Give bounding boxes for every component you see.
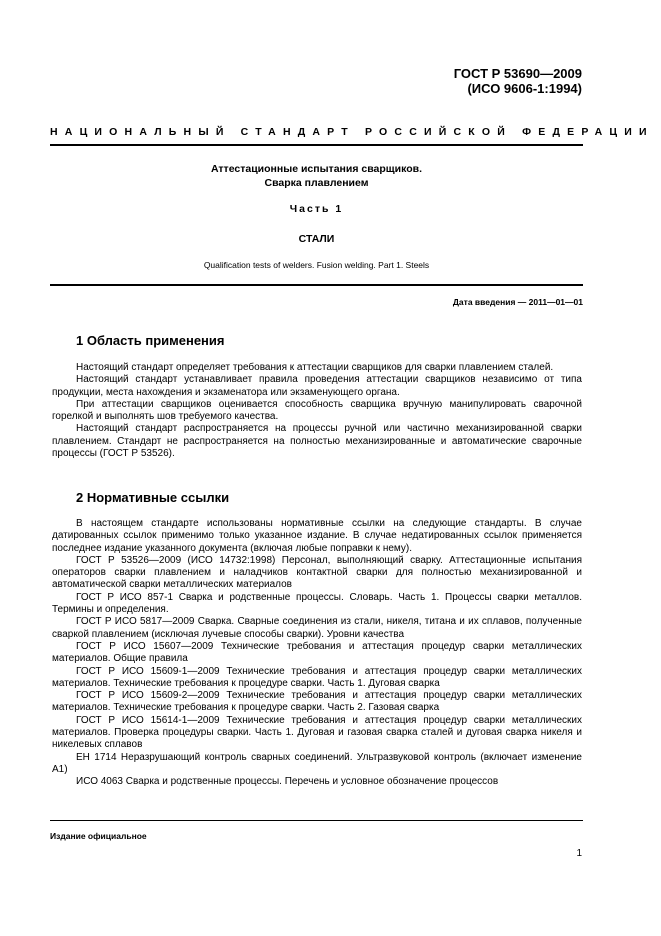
paragraph: Настоящий стандарт устанавливает правила проведения аттестации сварщиков независимо от типа продукции, места нахождения и экзаменатора или экзаменующего органа. (52, 374, 582, 398)
gost-number: ГОСТ Р 53690—2009 (453, 66, 582, 81)
reference-item: ГОСТ Р 53526—2009 (ИСО 14732:1998) Персонал, выполняющий сварку. Аттестационные испытания операторов сварки плавлением и наладчиков контактной сварки для полностью механизированной и автоматической сварки металлических материалов (52, 554, 582, 591)
paragraph: При аттестации сварщиков оценивается способность сварщика вручную манипулировать сварочной горелкой и выполнять шов требуемого качества. (52, 398, 582, 423)
reference-item: ГОСТ Р ИСО 15609-2—2009 Технические требования и аттестация процедур сварки металлических материалов. Технические требования к процедуре сварки. Часть 2. Газовая сварка (52, 690, 582, 714)
title-rule (50, 284, 583, 286)
english-title: Qualification tests of welders. Fusion welding. Part 1. Steels (203, 260, 430, 270)
reference-item: ГОСТ Р ИСО 5817—2009 Сварка. Сварные соединения из стали, никеля, титана и их сплавов, полученные сваркой плавлением (исключая лучевые способы сварки). Уровни качества (52, 616, 582, 640)
paragraph: Настоящий стандарт распространяется на процессы ручной или частично механизированной сварки плавлением. Стандарт не распространяется на полностью механизированные и автоматические сварочные процессы (ГОСТ Р 53526). (52, 423, 582, 460)
footer-rule (50, 820, 583, 821)
section-1-body (52, 362, 582, 460)
iso-number: (ИСО 9606-1:1994) (467, 81, 582, 96)
part-label: Часть 1 (289, 203, 344, 215)
edition-label: Издание официальное (50, 831, 147, 841)
header-rule (50, 144, 583, 146)
subtitle: СТАЛИ (298, 233, 335, 245)
section-2-heading: 2 Нормативные ссылки (76, 490, 230, 505)
document-designation (454, 66, 582, 96)
effective-date: Дата введения — 2011—01—01 (452, 297, 583, 307)
document-title (50, 162, 583, 190)
reference-item: ИСО 4063 Сварка и родственные процессы. Перечень и условное обозначение процессов (76, 776, 499, 788)
section-1-heading: 1 Область применения (76, 333, 225, 348)
page-number: 1 (576, 848, 582, 859)
title-line-2: Сварка плавлением (264, 177, 369, 189)
paragraph: Настоящий стандарт определяет требования к аттестации сварщиков для сварки плавлением сталей. (76, 362, 554, 373)
reference-item: ГОСТ Р ИСО 15607—2009 Технические требования и аттестация процедур сварки металлических материалов. Общие правила (52, 640, 582, 665)
reference-item: ГОСТ Р ИСО 15609-1—2009 Технические требования и аттестация процедур сварки металлических материалов. Технические требования к процедуре сварки. Часть 1. Дуговая сварка (52, 665, 582, 689)
reference-item: ГОСТ Р ИСО 15614-1—2009 Технические требования и аттестация процедур сварки металлических материалов. Проверка процедуры сварки. Часть 1. Дуговая и газовая сварка сталей и дуговая сварка никеля и никелевых сплавов (52, 714, 582, 751)
section-2-body (52, 518, 582, 789)
title-line-1: Аттестационные испытания сварщиков. (210, 163, 423, 175)
reference-item: ЕН 1714 Неразрушающий контроль сварных соединений. Ультразвуковой контроль (включает изменение А1) (52, 751, 582, 775)
national-standard-banner: НАЦИОНАЛЬНЫЙ СТАНДАРТ РОССИЙСКОЙ ФЕДЕРАЦИИ (50, 126, 654, 138)
reference-item: ГОСТ Р ИСО 857-1 Сварка и родственные процессы. Словарь. Часть 1. Процессы сварки металлов. Термины и определения. (52, 591, 582, 616)
paragraph: В настоящем стандарте использованы нормативные ссылки на следующие стандарты. В случае датированных ссылок применимо только указанное издание. В случае недатированных ссылок применяется последнее издание указанного документа (включая любые поправки к нему). (52, 518, 582, 554)
